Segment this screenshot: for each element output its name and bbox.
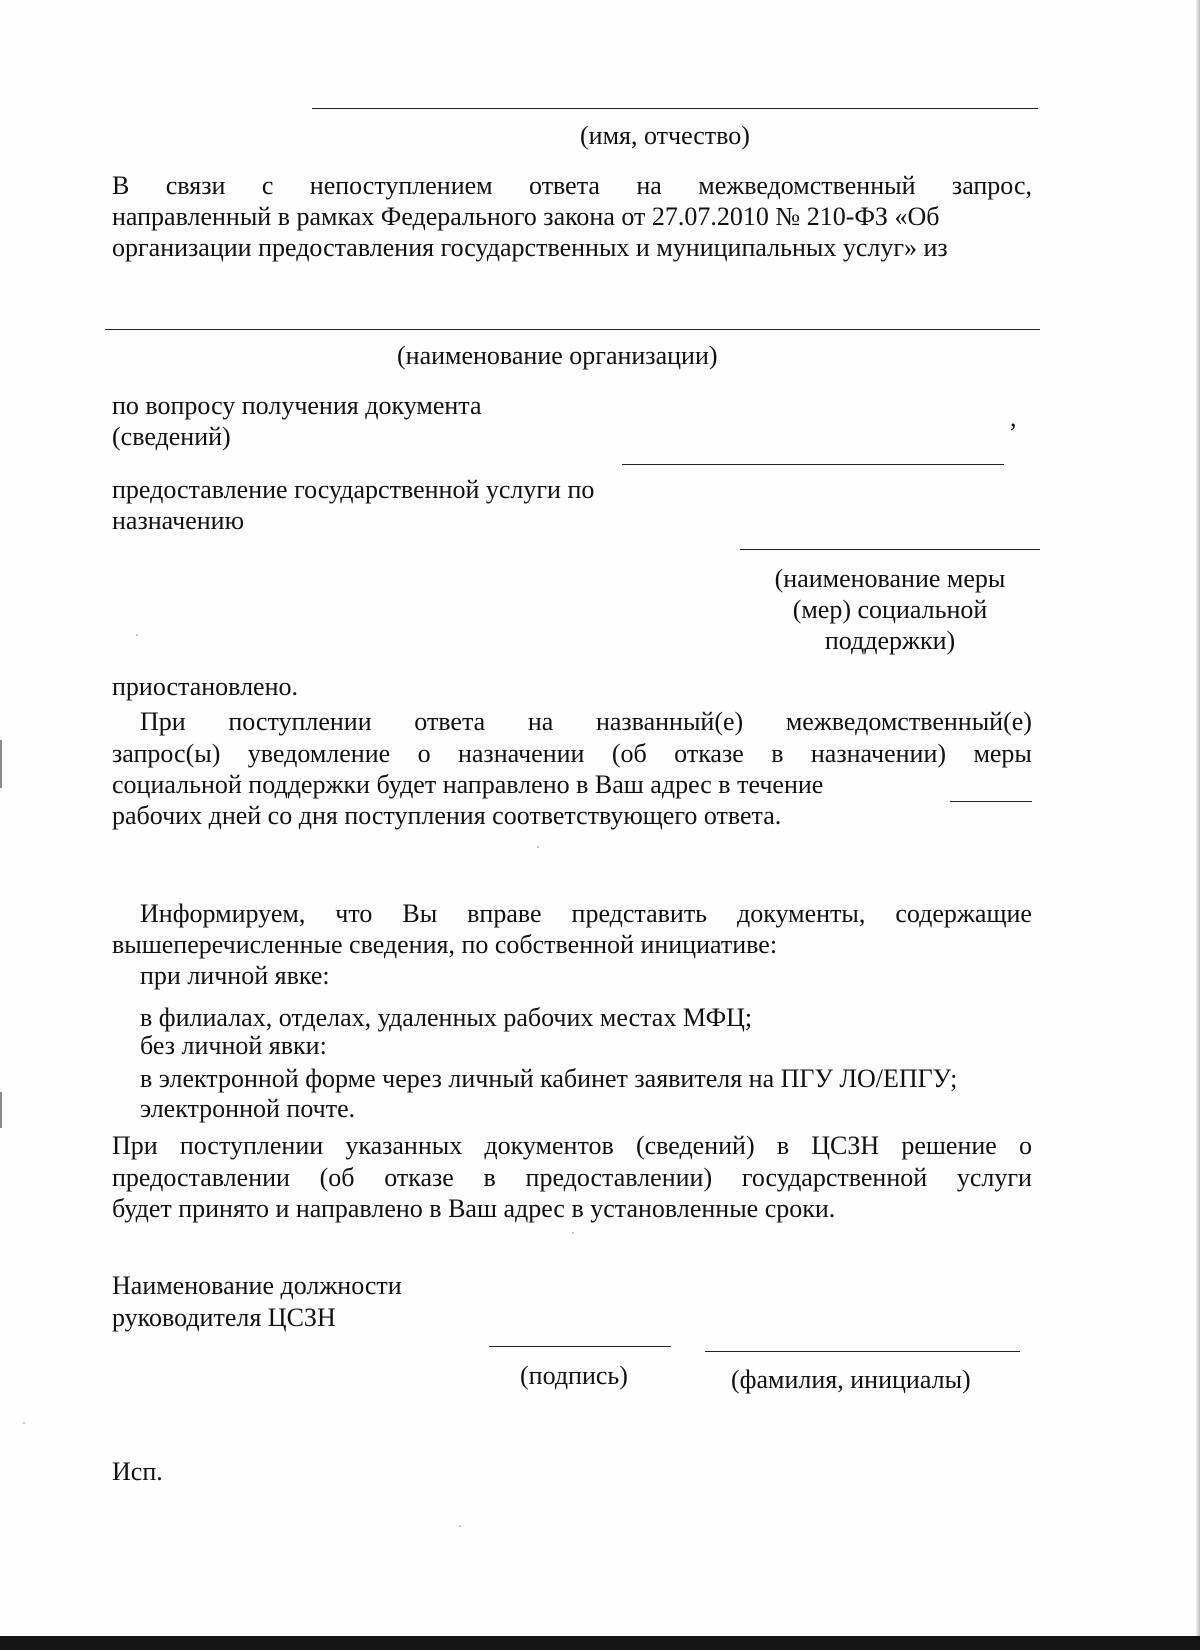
decision-word: в (483, 1163, 496, 1192)
decision-word: (сведений) (635, 1131, 755, 1160)
decision-word: государственной (741, 1163, 928, 1192)
intro-word: межведомственный (698, 171, 916, 200)
organization-caption: (наименование организации) (397, 341, 718, 370)
intro-word: ответа (529, 171, 600, 200)
notice-word: отказе (674, 739, 744, 768)
decision-word: предоставлении (112, 1163, 290, 1192)
scan-edge-mark (0, 1092, 2, 1128)
notice-word: на (527, 707, 554, 736)
intro-line-3: организации предоставления государственных и муниципальных услуг» из (112, 233, 948, 262)
inform-word: представить (571, 899, 708, 928)
notice-word: запрос(ы) (112, 739, 221, 768)
in-person-place: в филиалах, отделах, удаленных рабочих местах МФЦ; (140, 1003, 753, 1032)
notice-line-1 (140, 706, 1032, 737)
decision-word: (об (319, 1163, 355, 1192)
intro-word: В (112, 171, 130, 200)
support-measure-blank-line (740, 549, 1040, 550)
notice-word: ответа (414, 707, 486, 736)
decision-word: о (1019, 1131, 1032, 1160)
support-measure-caption-2: (мер) социальной (792, 595, 988, 624)
decision-word: предоставлении) (525, 1163, 713, 1192)
support-measure-caption-1: (наименование меры (774, 564, 1006, 593)
decision-word: решение (901, 1131, 997, 1160)
decision-word: поступлении (179, 1131, 324, 1160)
remote-label: без личной явки: (140, 1031, 327, 1060)
name-blank-line (312, 108, 1038, 109)
inform-word: документы, (737, 899, 866, 928)
inform-line-2: вышеперечисленные сведения, по собственной инициативе: (112, 930, 778, 959)
intro-word: запрос, (951, 171, 1032, 200)
signature-caption: (подпись) (520, 1361, 628, 1390)
decision-word: услуги (956, 1163, 1032, 1192)
in-person-label: при личной явке: (140, 961, 330, 990)
document-request-line-1: по вопросу получения документа (112, 391, 482, 420)
notice-line-3: социальной поддержки будет направлено в Ваш адрес в течение (112, 770, 824, 799)
scan-speck (572, 1232, 574, 1234)
intro-word: непоступлением (309, 171, 493, 200)
decision-word: отказе (384, 1163, 454, 1192)
decision-word: При (112, 1131, 158, 1160)
intro-word: с (261, 171, 274, 200)
organization-blank-line (105, 329, 1040, 330)
inform-word: Информируем, (140, 899, 306, 928)
scan-speck (459, 1525, 461, 1527)
position-line-2: руководителя ЦСЗН (112, 1303, 336, 1332)
notice-word: При (140, 707, 186, 736)
notice-word: о (417, 739, 431, 768)
scan-right-edge (1196, 0, 1200, 1650)
full-name-caption: (фамилия, инициалы) (731, 1365, 971, 1394)
document-request-comma: , (1010, 403, 1017, 432)
document-request-line-2: (сведений) (112, 422, 231, 451)
notice-word: уведомление (247, 739, 391, 768)
service-line-2: назначению (112, 506, 245, 535)
suspension-text: приостановлено. (112, 672, 299, 701)
notice-word: (об (611, 739, 647, 768)
full-name-blank-line (705, 1351, 1020, 1352)
executor-label: Исп. (112, 1457, 163, 1486)
service-line-1: предоставление государственной услуги по (112, 475, 595, 504)
intro-line-1 (112, 170, 1032, 201)
notice-line-2 (112, 738, 1032, 769)
decision-word: указанных (345, 1131, 463, 1160)
scan-bottom-edge (0, 1636, 1200, 1650)
decision-word: в (776, 1131, 790, 1160)
days-blank-line (950, 801, 1032, 802)
notice-word: в (771, 739, 784, 768)
notice-line-4: рабочих дней со дня поступления соответствующего ответа. (112, 801, 782, 830)
inform-word: что (335, 899, 373, 928)
inform-line-1 (140, 898, 1032, 929)
name-caption: (имя, отчество) (580, 121, 750, 150)
document-blank-line (622, 464, 1004, 465)
position-line-1: Наименование должности (112, 1271, 402, 1300)
notice-word: меры (973, 739, 1032, 768)
intro-word: на (636, 171, 662, 200)
scan-speck (23, 1422, 25, 1424)
remote-email: электронной почте. (140, 1094, 356, 1123)
inform-word: содержащие (895, 899, 1032, 928)
notice-word: назначении) (810, 739, 947, 768)
support-measure-caption-3: поддержки) (824, 626, 956, 655)
intro-line-2: направленный в рамках Федерального закона от 27.07.2010 № 210-ФЗ «Об (112, 202, 940, 231)
scan-speck (537, 846, 539, 848)
decision-line-2 (112, 1162, 1032, 1193)
notice-word: назначении (457, 739, 585, 768)
decision-word: документов (484, 1131, 614, 1160)
scan-edge-mark (0, 740, 2, 788)
notice-word: названный(е) (595, 707, 744, 736)
remote-online: в электронной форме через личный кабинет заявителя на ПГУ ЛО/ЕПГУ; (140, 1064, 958, 1093)
intro-word: связи (165, 171, 226, 200)
notice-word: поступлении (228, 707, 372, 736)
decision-line-1 (112, 1130, 1032, 1161)
decision-word: ЦСЗН (811, 1131, 880, 1160)
decision-line-3: будет принято и направлено в Ваш адрес в установленные сроки. (112, 1194, 836, 1223)
inform-word: Вы (402, 899, 438, 928)
scan-speck (136, 634, 138, 636)
signature-blank-line (489, 1346, 671, 1347)
notice-word: межведомственный(е) (785, 707, 1032, 736)
inform-word: вправе (467, 899, 542, 928)
